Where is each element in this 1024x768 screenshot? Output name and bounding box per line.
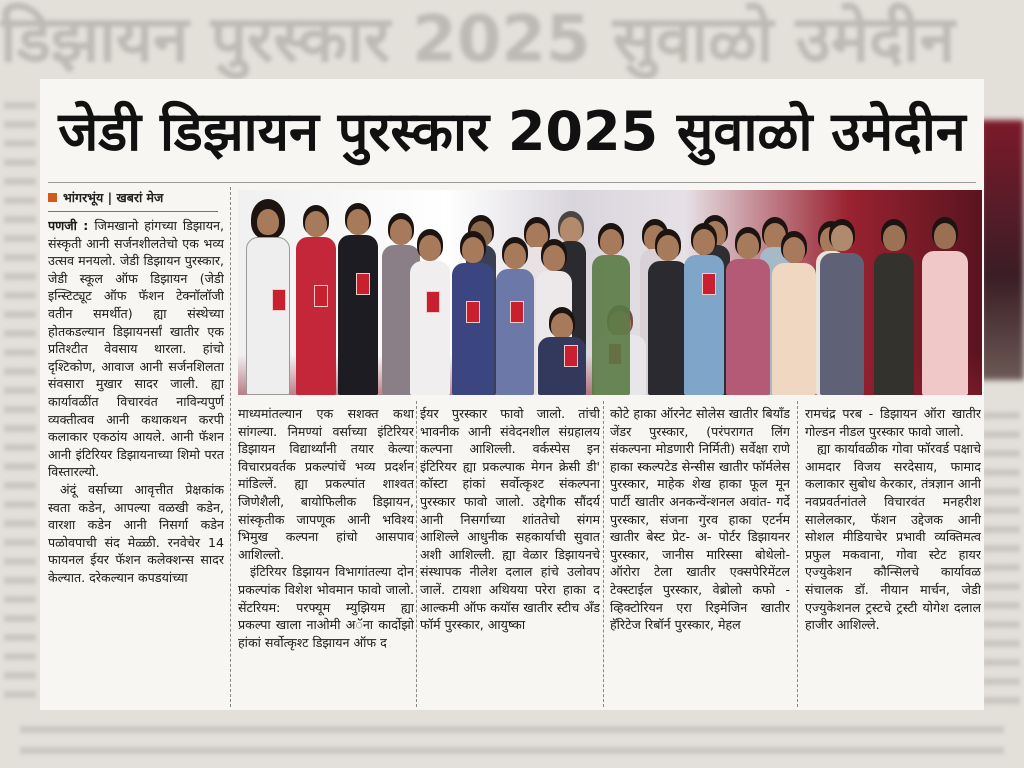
award-group-photo [238, 190, 982, 395]
photo-person [726, 227, 770, 395]
article-column-4 [610, 405, 790, 705]
paragraph [48, 217, 224, 481]
paragraph: रामचंद्र परब - डिझायन ऑरा खातीर गोल्डन नीडल पुरस्कार फावो जालो. [805, 406, 981, 439]
newspaper-article [40, 79, 984, 710]
background-text-bottom [0, 712, 1024, 768]
paragraph-text: जिमखानो हांगच्या डिझायन, संस्कृती आनी सर्जनशीलतेचो एक भव्य उत्सव मनयलो. जेडी डिझायन पुरस्कार, जेडी स्कूल ऑफ डिझायन (जेडी इन्स्टिट्यूट ऑफ फॅशन टेक्नॉलॉजी वतीन समर्थीत) ह्या संस्थेच्या होतकडल्यान डिझायनर्सां खातीर एक प्रतिश्टीत वेवसाय थारला. हांचो दृश्टिकोण, आवाज आनी सर्जनशिलता संवसारा मुखार सादर जाली. ह्या कार्यावळींत विचारवंत नाविन्यपुर्ण व्यक्तीत्वव आनी कथाकथन करपी कलाकार एकठांय आयले. आनी फॅशन आनी इंटिरियर डिझायनाच्या शिमो परत विस्तारल्यो. [48, 218, 224, 480]
byline-rule [48, 211, 218, 212]
background-headline: डिझायन पुरस्कार 2025 सुवाळो उमेदीन [0, 3, 956, 77]
paragraph: ईयर पुरस्कार फावो जालो. तांची भावनीक आनी संवेदनशील संग्रहालय कल्पना आशिल्ली. वर्कस्पेस इन इंटिरियर ह्या प्रकल्पाक मेगन क्रेसी डी' कॉस्टा हांकां सर्वोत्कृश्ट संकल्पना पुरस्कार फावो जालो. उद्देगीक सौंदर्य आनी निसर्गाच्या शांततेचो संगम आशिल्ले आधुनीक सहकार्याची सुवात अशी आशिल्ली. ह्या वेळार डिझायनचे संस्थापक नीलेश दलाल हांचे उलोवप जालें. टायशा अथियया परेरा हाका द आल्कमी ऑफ कयॉस खातीर स्टीच अँड फॉर्म पुरस्कार, आयुष्का [420, 406, 600, 633]
article-column-2 [238, 405, 414, 705]
column-divider [797, 401, 798, 707]
byline-text: भांगरभूंय | खबरां मेज [63, 190, 164, 205]
background-text-left [0, 90, 40, 768]
article-column-1 [48, 217, 224, 707]
photo-person [772, 231, 816, 395]
photo-person [452, 231, 494, 395]
paragraph: इंटिरियर डिझायन विभागांतल्या दोन प्रकल्पांक विशेश भोवमान फावो जालो. सेंटरियम: परफ्यूम म्युझियम ह्या प्रकल्पा खाला नाओमी अॅना कार्दोझो हांकां सर्वोत्कृश्ट डिझायन ऑफ द [238, 564, 414, 650]
article-column-3 [420, 405, 600, 705]
article-headline: जेडी डिझायन पुरस्कार 2025 सुवाळो उमेदीन [58, 100, 966, 163]
photo-person [538, 307, 586, 395]
photo-person [338, 203, 378, 395]
paragraph: कोटे हाका ऑरनेट सोलेस खातीर बियाँड जेंडर पुरस्कार, (परंपरागत लिंग संकल्पना मोडणारी निर्मिती) सर्वेक्षा राणे हाका स्कल्पटेड सेन्सीस खातीर फॉर्मलेस पुरस्कार, माहेक शेख हाका फूल मून पार्टी खातीर अनकन्वेंन्शनल अवांत- गर्दे पुरस्कार, संजना गुरव हाका एटर्नम खातीर बेस्ट प्रेट- अ- पोर्टर डिझायनर पुरस्कार, जानीस मारिस्सा बोथेलो- ऑरोरा टेला खातीर एक्सपेरिमेंटल टेक्स्टाईल पुरस्कार, वेब्रोलो कफो - व्हिक्टोरियन एरा रिइमेजिन खातीर हॅरिटेज रिबॉर्न पुरस्कार, मेहल [610, 406, 790, 633]
column-divider [230, 187, 231, 707]
paragraph: ह्या कार्यावळीक गोवा फॉरवर्ड पक्षाचे आमदार विजय सरदेसाय, फामाद कलाकार सुबोध केरकार, तंत्रज्ञान आनी नवप्रवर्तनांतले विचारवंत मनहरीश सालेलकार, फॅशन उद्देजक आनी सोशल मीडियाचेर प्रभावी व्यक्तिमत्व प्रफुल मकवाना, गोवा स्टेट हायर एज्युकेशन कौन्सिलचे कार्यावळ संचालक डॉ. नीयान मार्चन, जेडी एज्युकेशनल ट्रस्टचे ट्रस्टी योगेश दलाल हाजीर आशिल्ले. [805, 441, 981, 633]
paragraph: माध्यमांतल्यान एक सशक्त कथा सांगल्या. निमण्यां वर्साच्या इंटिरियर डिझायन विद्यार्थ्यांनी तयार केल्या विचारप्रवर्तक प्रकल्पांचें भव्य प्रदर्शन मांडिल्लें. ह्या प्रकल्पांत शाश्वत जिणेशैली, बायोफिलीक डिझायन, सांस्कृतीक जापणूक आनी भविश्य भिमुख कल्पना हांचो आसपाव आशिल्लो. [238, 406, 414, 562]
photo-person [296, 205, 336, 395]
background-photo-right [980, 120, 1024, 380]
photo-person [684, 223, 724, 395]
headline-rule [48, 182, 976, 183]
photo-person [922, 217, 968, 395]
paragraph: अंदूं वर्साच्या आवृत्तीत प्रेक्षकांक स्वता कडेन, आपल्या वळखी कडेन, वारशा कडेन आनी निसर्गा कडेन पळोवपाची संद मेळ्ळी. रनवेचेर 14 फायनल ईयर फॅशन कलेक्शन्स सादर केल्यात. दरेकल्यान कपडयांच्या [48, 481, 224, 585]
dateline: पणजी : [48, 218, 89, 233]
byline [48, 189, 163, 206]
column-divider [416, 401, 417, 707]
photo-person [874, 219, 914, 395]
photo-person [820, 219, 864, 395]
byline-square-icon [48, 193, 57, 202]
article-column-5 [805, 405, 981, 705]
column-divider [603, 401, 604, 707]
photo-person [592, 223, 630, 395]
photo-person [410, 229, 450, 395]
photo-person [246, 199, 290, 395]
photo-person [648, 229, 688, 395]
photo-person [496, 237, 534, 395]
